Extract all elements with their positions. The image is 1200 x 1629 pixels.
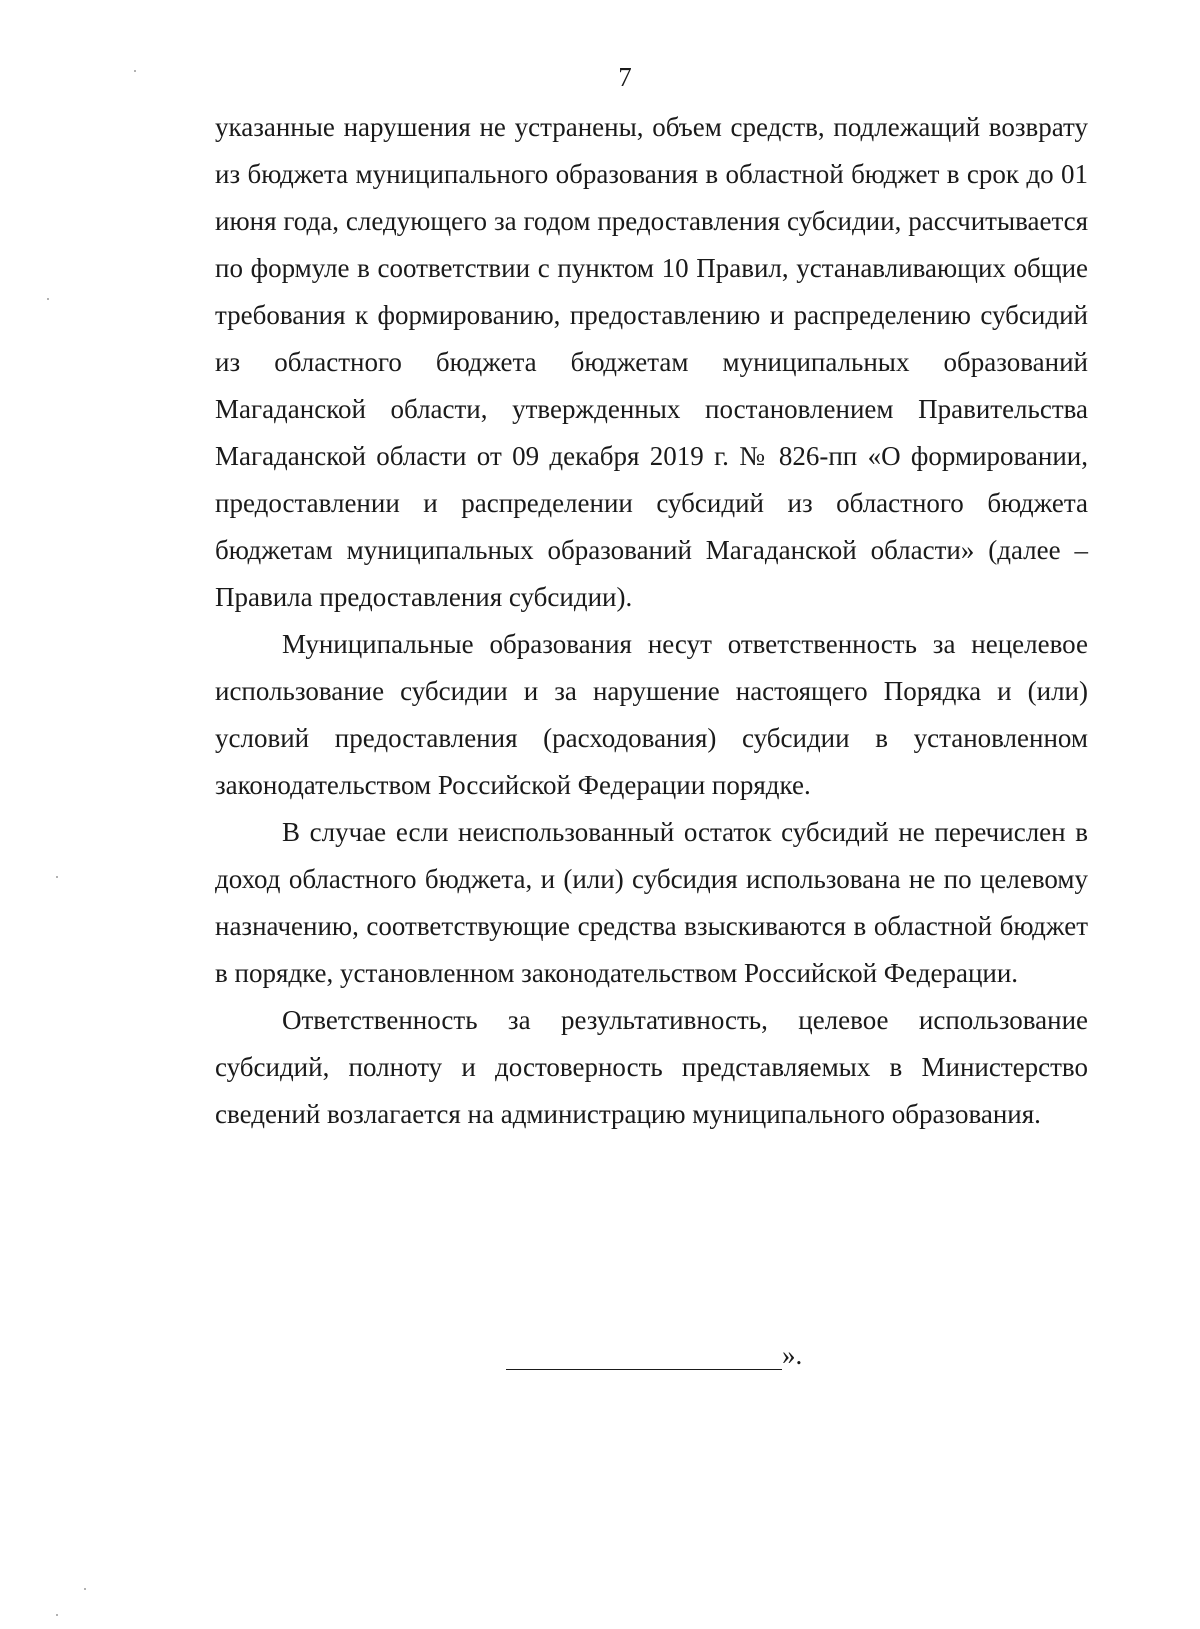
- page-number: 7: [618, 62, 632, 92]
- scan-speck: [47, 298, 49, 300]
- paragraph-responsibility: Муниципальные образования несут ответственность за нецелевое использование субсидии и за нарушение настоящего Порядка и (или) условий предоставления (расходования) субсидии в установленном законодательством Российской Федерации порядке.: [215, 629, 1088, 800]
- closing-mark: [506, 1340, 802, 1370]
- paragraph-administration: Ответственность за результативность, целевое использование субсидий, полноту и достоверность представляемых в Министерство сведений возлагается на администрацию муниципального образования.: [215, 1005, 1088, 1129]
- closing-rule: [506, 1369, 782, 1370]
- paragraph-recovery: В случае если неиспользованный остаток субсидий не перечислен в доход областного бюджета, и (или) субсидия использована не по целевому назначению, соответствующие средства взыскиваются в областной бюджет в порядке, установленном законодательством Российской Федерации.: [215, 817, 1088, 988]
- scan-speck: [134, 70, 136, 72]
- closing-quote: ».: [782, 1340, 803, 1370]
- paragraph-continuation: указанные нарушения не устранены, объем средств, подлежащий возврату из бюджета муниципального образования в областной бюджет в срок до 01 июня года, следующего за годом предоставления субсидии, рассчитывается по формуле в соответствии с пунктом 10 Правил, устанавливающих общие требования к формированию, предоставлению и распределению субсидий из областного бюджета бюджетам муниципальных образований Магаданской области, утвержденных постановлением Правительства Магаданской области от 09 декабря 2019 г. № 826-пп «О формировании, предоставлении и распределении субсидий из областного бюджета бюджетам муниципальных образований Магаданской области» (далее – Правила предоставления субсидии).: [215, 112, 1088, 612]
- document-body: [215, 104, 1088, 1138]
- scan-speck: [56, 1614, 58, 1616]
- scan-speck: [84, 1588, 86, 1590]
- scan-speck: [56, 876, 58, 878]
